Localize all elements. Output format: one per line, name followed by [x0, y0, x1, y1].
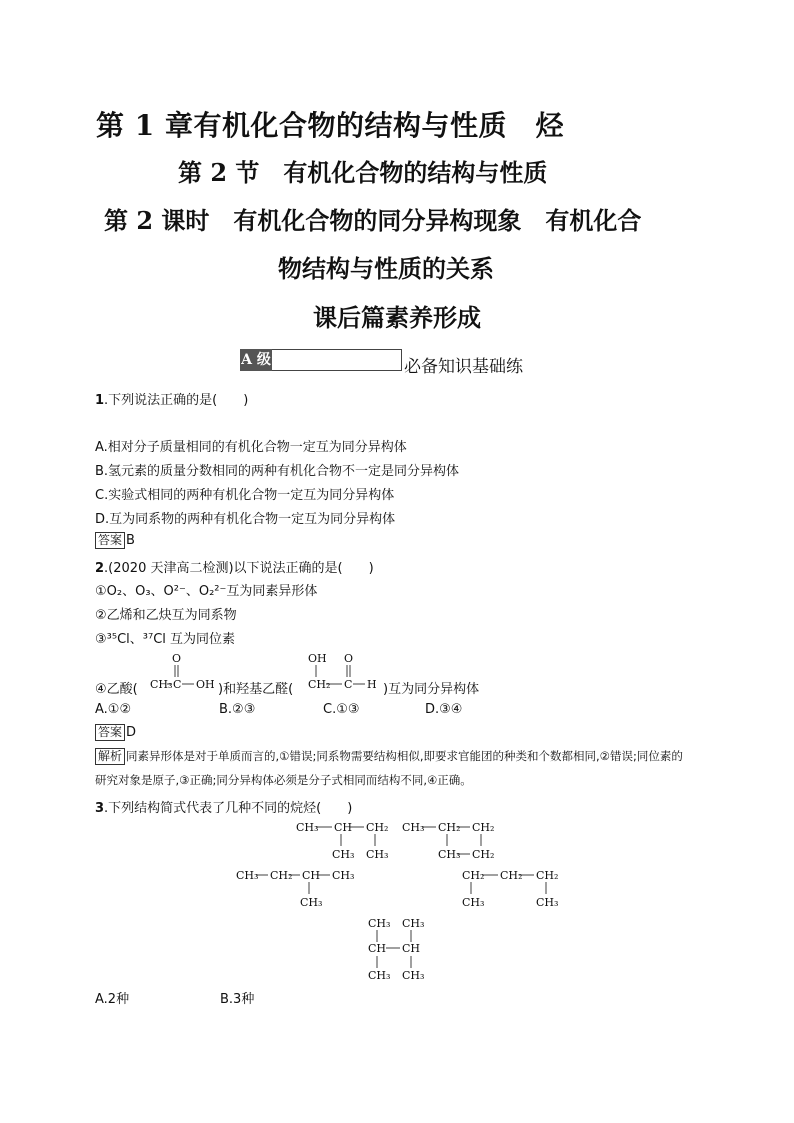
svg-text:CH₂: CH₂	[536, 869, 559, 882]
acetic-acid-formula	[150, 650, 220, 694]
glycol-o: O	[344, 652, 354, 665]
q1-option-a: A.相对分子质量相同的有机化合物一定互为同分异构体	[95, 440, 407, 455]
q3-structure-1	[296, 818, 396, 862]
q2-analysis: 解析 同素异形体是对于单质而言的,①错误;同系物需要结构相似,即要求官能团的种类和个数都相同,②错误;同位素的研究对象是原子,③正确;同分异构体必须是分子式相同而结构不同,④正确。	[95, 749, 683, 787]
svg-text:CH₃: CH₃	[402, 917, 425, 930]
svg-text:CH: CH	[368, 942, 387, 955]
svg-text:CH₃: CH₃	[300, 896, 323, 909]
glycol-ch2: CH₂	[308, 678, 331, 691]
section-title: 第 2 节 有机化合物的结构与性质	[178, 158, 548, 187]
level-banner	[240, 346, 523, 377]
q2-statement-4-b: )和羟基乙醛(	[218, 682, 294, 697]
glycol-h: H	[367, 678, 377, 691]
hydroxyacetaldehyde-formula	[306, 650, 386, 694]
q2-option-b: B.②③	[219, 702, 256, 717]
page-subtitle: 课后篇素养形成	[313, 303, 481, 332]
svg-text:CH₃: CH₃	[236, 869, 259, 882]
svg-text:CH₂: CH₂	[438, 821, 461, 834]
q3-stem: 3.下列结构简式代表了几种不同的烷烃( )	[95, 801, 353, 816]
q2-statement-4-a: ④乙酸(	[95, 682, 138, 697]
svg-text:CH₃: CH₃	[462, 896, 485, 909]
svg-text:CH₃: CH₃	[402, 821, 425, 834]
answer-tag: 答案	[95, 724, 125, 741]
q2-option-d: D.③④	[425, 702, 463, 717]
q2-statement-3: ③³⁵Cl、³⁷Cl 互为同位素	[95, 632, 236, 647]
level-badge: A 级	[240, 349, 272, 371]
svg-text:CH₃: CH₃	[402, 969, 425, 982]
acetic-c: C	[173, 678, 182, 691]
q2-option-c: C.①③	[323, 702, 360, 717]
level-bar	[272, 349, 402, 371]
svg-text:CH: CH	[302, 869, 321, 882]
q2-statement-2: ②乙烯和乙炔互为同系物	[95, 608, 237, 623]
svg-text:CH₂: CH₂	[472, 821, 495, 834]
q3-option-a: A.2种	[95, 992, 130, 1007]
svg-text:CH₃: CH₃	[368, 917, 391, 930]
q2-stem: 2.(2020 天津高二检测)以下说法正确的是( )	[95, 561, 374, 576]
svg-text:CH₂: CH₂	[472, 848, 495, 861]
svg-text:CH₃: CH₃	[332, 869, 355, 882]
q3-structure-5	[368, 914, 438, 984]
q2-statement-4-c: )互为同分异构体	[383, 682, 480, 697]
chapter-title: 第 1 章有机化合物的结构与性质 烃	[96, 109, 564, 142]
svg-text:CH₃: CH₃	[296, 821, 319, 834]
analysis-tag: 解析	[95, 748, 125, 765]
answer-tag: 答案	[95, 532, 125, 549]
acetic-oh: OH	[196, 678, 215, 691]
acetic-o: O	[172, 652, 182, 665]
svg-text:CH₃: CH₃	[438, 848, 461, 861]
q3-structure-2	[402, 818, 502, 862]
q2-statement-1: ①O₂、O₃、O²⁻、O₂²⁻互为同素异形体	[95, 584, 318, 599]
q3-option-b: B.3种	[220, 992, 255, 1007]
svg-text:CH₂: CH₂	[270, 869, 293, 882]
q1-stem: 1.下列说法正确的是( )	[95, 393, 249, 408]
glycol-oh: OH	[308, 652, 327, 665]
acetic-ch3: CH₃	[150, 678, 173, 691]
svg-text:CH₂: CH₂	[462, 869, 485, 882]
svg-text:CH₃: CH₃	[366, 848, 389, 861]
lesson-title-line1: 第 2 课时 有机化合物的同分异构现象 有机化合	[104, 206, 642, 235]
q2-option-a: A.①②	[95, 702, 132, 717]
level-title: 必备知识基础练	[404, 357, 523, 377]
q2-answer: 答案 D	[95, 724, 136, 741]
q1-option-b: B.氢元素的质量分数相同的两种有机化合物不一定是同分异构体	[95, 464, 460, 479]
q1-option-d: D.互为同系物的两种有机化合物一定互为同分异构体	[95, 512, 396, 527]
q3-structure-4	[462, 866, 572, 910]
svg-text:CH₃: CH₃	[332, 848, 355, 861]
lesson-title-line2: 物结构与性质的关系	[278, 254, 494, 283]
q1-answer: 答案 B	[95, 532, 135, 549]
glycol-c: C	[344, 678, 353, 691]
svg-text:CH₃: CH₃	[536, 896, 559, 909]
svg-text:CH₂: CH₂	[366, 821, 389, 834]
svg-text:CH₂: CH₂	[500, 869, 523, 882]
q1-option-c: C.实验式相同的两种有机化合物一定互为同分异构体	[95, 488, 395, 503]
svg-text:CH₃: CH₃	[368, 969, 391, 982]
q3-structure-3	[236, 866, 366, 910]
svg-text:CH: CH	[334, 821, 353, 834]
svg-text:CH: CH	[402, 942, 421, 955]
